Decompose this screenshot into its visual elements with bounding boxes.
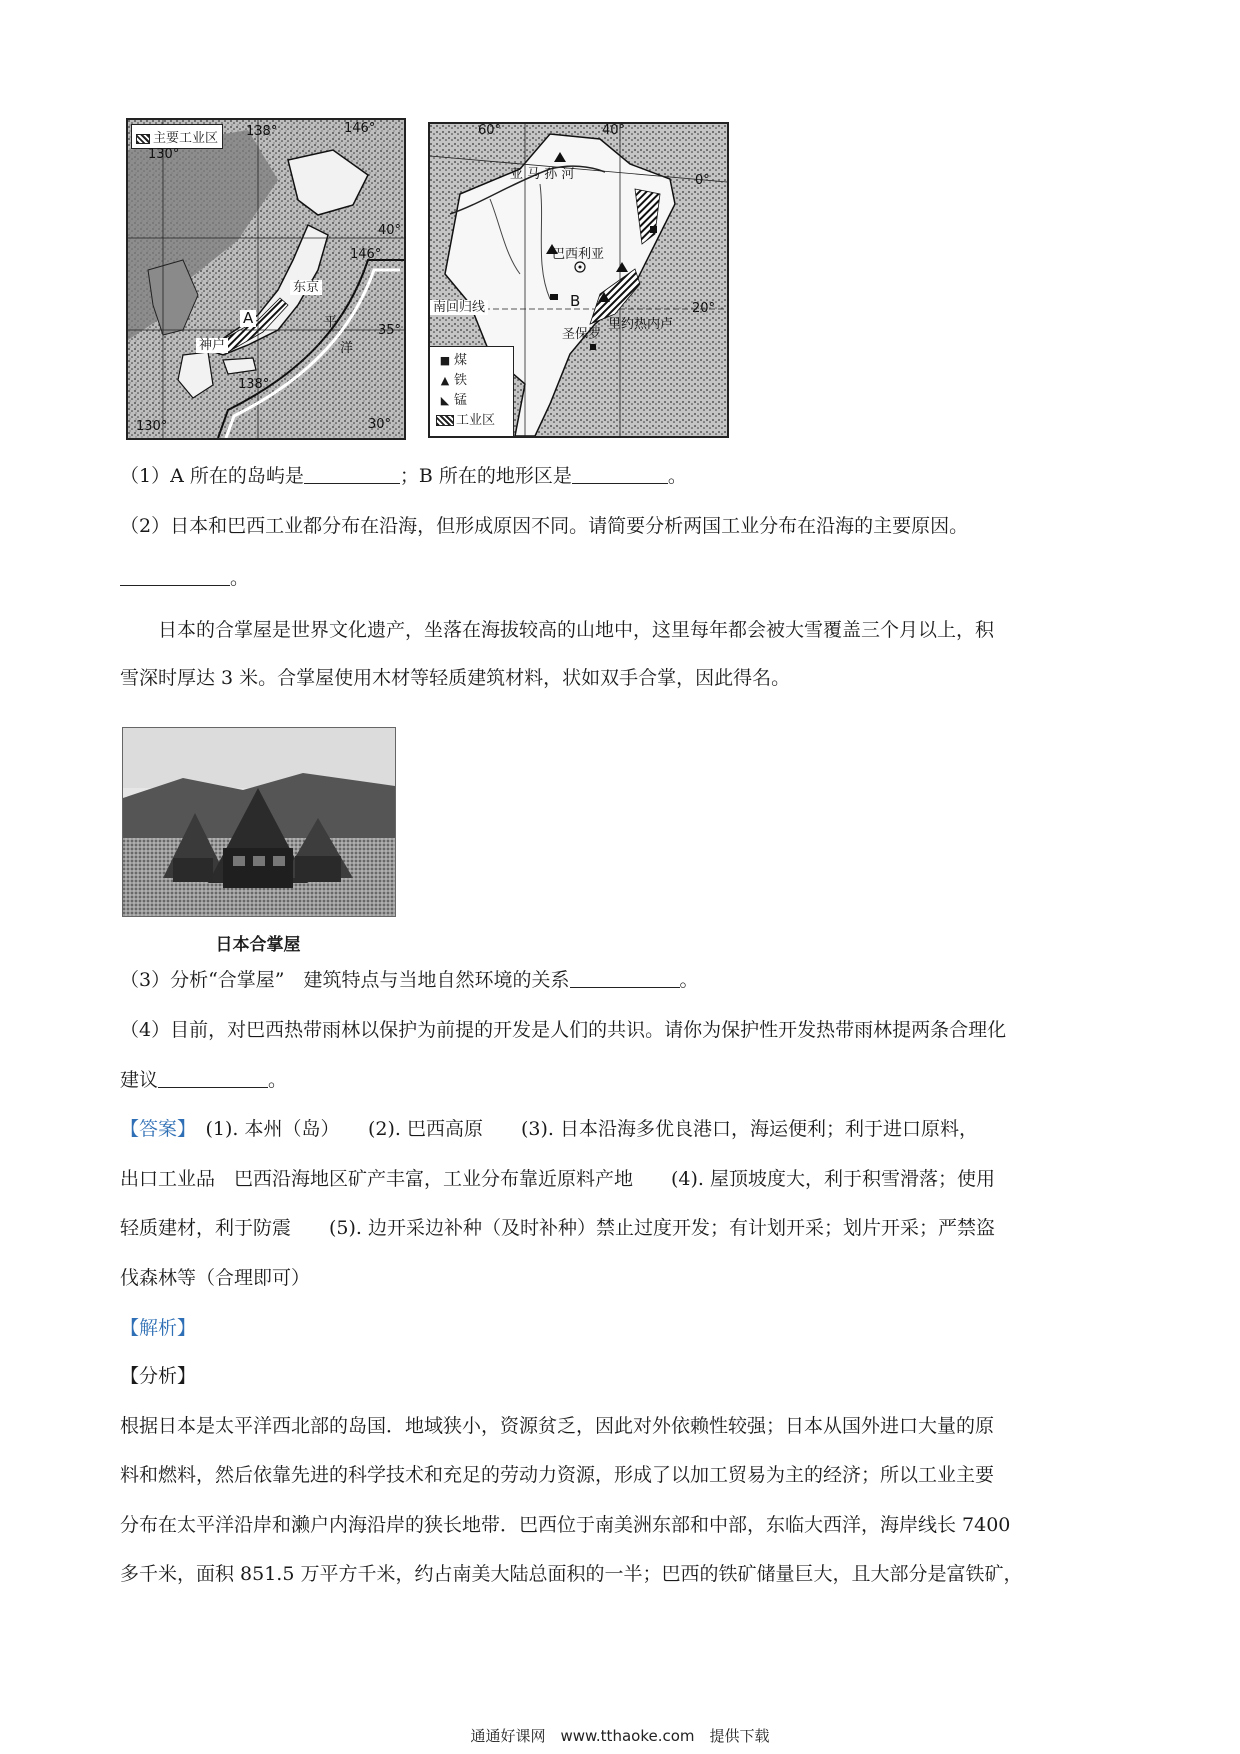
japan-map-legend bbox=[131, 124, 223, 149]
point-a-label: A bbox=[240, 310, 256, 327]
legend-label: 锰 bbox=[454, 393, 468, 408]
latitude-label: 20° bbox=[692, 301, 716, 316]
answer-line: 出口工业品 巴西沿海地区矿产丰富，工业分布靠近原料产地 (4). 屋顶坡度大，利于积雪滑落；使用 bbox=[120, 1168, 995, 1190]
q2-end: 。 bbox=[230, 567, 250, 589]
gassho-house-illustration bbox=[123, 728, 395, 916]
question-2: （2）日本和巴西工业都分布在沿海，但形成原因不同。请简要分析两国工业分布在沿海的主要原因。 bbox=[120, 515, 969, 537]
latitude-label: 40° bbox=[378, 223, 402, 238]
legend-label: 主要工业区 bbox=[153, 131, 219, 146]
analysis-tag bbox=[120, 1316, 1130, 1340]
analysis-line: 多千米，面积 851.5 万平方千米，约占南美大陆总面积的一半；巴西的铁矿储量巨大，且大部分是富铁矿， bbox=[120, 1563, 1023, 1585]
analysis-line: 分布在太平洋沿岸和濑户内海沿岸的狭长地带．巴西位于南美洲东部和中部，东临大西洋，海岸线长 7400 bbox=[120, 1514, 1011, 1536]
legend-label: 工业区 bbox=[456, 413, 496, 428]
coal-icon: ■ bbox=[439, 354, 451, 367]
point-b-label: B bbox=[570, 292, 581, 310]
analysis-line: 根据日本是太平洋西北部的岛国．地域狭小，资源贫乏，因此对外依赖性较强；日本从国外进口大量的原 bbox=[120, 1415, 995, 1437]
legend-coal bbox=[436, 351, 513, 371]
legend-manganese bbox=[436, 391, 513, 411]
longitude-label: 130° bbox=[148, 147, 180, 162]
legend-iron bbox=[436, 371, 513, 391]
sao-paulo-label: 圣保罗 bbox=[562, 327, 602, 342]
q4-end: 。 bbox=[268, 1069, 288, 1091]
tokyo-label: 东京 bbox=[290, 280, 322, 295]
longitude-label: 40° bbox=[602, 123, 626, 138]
passage-line: 雪深时厚达 3 米。合掌屋使用木材等轻质建筑材料，状如双手合掌，因此得名。 bbox=[120, 667, 791, 689]
q1-text-a: （1）A 所在的岛屿是 bbox=[120, 465, 304, 487]
brasilia-label: 巴西利亚 bbox=[552, 247, 605, 262]
answer-tag: 【答案】 bbox=[120, 1118, 187, 1140]
legend-industrial bbox=[436, 411, 513, 431]
kobe-label: 神户 bbox=[196, 338, 228, 353]
analysis-heading: 【分析】 bbox=[120, 1365, 197, 1387]
longitude-label: 60° bbox=[478, 123, 502, 138]
longitude-label: 146° bbox=[344, 121, 376, 136]
brazil-industry-map bbox=[428, 122, 729, 438]
legend-label: 铁 bbox=[454, 373, 468, 388]
industrial-zone-swatch bbox=[136, 134, 150, 144]
industrial-zone-icon bbox=[436, 415, 454, 426]
brazil-map-legend bbox=[430, 346, 514, 436]
analysis-tag-text: 【解析】 bbox=[120, 1317, 197, 1339]
iron-icon: ▲ bbox=[440, 374, 450, 387]
longitude-label: 138° bbox=[238, 377, 270, 392]
answer-blank[interactable] bbox=[570, 969, 680, 988]
q1-end: 。 bbox=[667, 465, 687, 487]
question-4-line2 bbox=[120, 1068, 287, 1092]
longitude-label: 146° bbox=[350, 247, 382, 262]
question-1 bbox=[120, 464, 687, 488]
q1-text-b: ；B 所在的地形区是 bbox=[399, 465, 572, 487]
answer-blank[interactable] bbox=[120, 567, 230, 586]
question-2-answer-line bbox=[120, 566, 249, 590]
answer-blank[interactable] bbox=[158, 1069, 268, 1088]
passage-line: 日本的合掌屋是世界文化遗产，坐落在海拔较高的山地中，这里每年都会被大雪覆盖三个月以上，积 bbox=[158, 619, 995, 641]
page-footer: 通通好课网 www.tthaoke.com 提供下载 bbox=[470, 1727, 770, 1745]
analysis-line: 料和燃料，然后依靠先进的科学技术和充足的劳动力资源，形成了以加工贸易为主的经济；所以工业主要 bbox=[120, 1464, 995, 1486]
manganese-icon: ◣ bbox=[440, 394, 450, 407]
q4-text: 建议 bbox=[120, 1069, 159, 1091]
answer-blank[interactable] bbox=[572, 465, 668, 484]
longitude-label: 138° bbox=[246, 124, 278, 139]
equator-label: 0° bbox=[695, 173, 710, 188]
answer-line: 伐森林等（合理即可） bbox=[120, 1267, 311, 1289]
longitude-label: 130° bbox=[136, 419, 168, 434]
legend-label: 煤 bbox=[454, 353, 468, 368]
gassho-house-photo bbox=[122, 727, 396, 917]
latitude-label: 35° bbox=[378, 323, 402, 338]
japan-industry-map bbox=[126, 118, 406, 440]
photo-caption: 日本合掌屋 bbox=[215, 935, 301, 955]
answer-line bbox=[120, 1117, 1130, 1141]
q3-text: （3）分析“合掌屋” 建筑特点与当地自然环境的关系 bbox=[120, 969, 570, 991]
latitude-label: 30° bbox=[368, 417, 392, 432]
answer-blank[interactable] bbox=[304, 465, 400, 484]
question-4: （4）目前，对巴西热带雨林以保护为前提的开发是人们的共识。请你为保护性开发热带雨林提两条合理化 bbox=[120, 1019, 1007, 1041]
pacific-label: 平 bbox=[324, 315, 338, 330]
question-3 bbox=[120, 968, 699, 992]
pacific-label: 洋 bbox=[340, 341, 354, 356]
answer-line: 轻质建材，利于防震 (5). 边开采边补种（及时补种）禁止过度开发；有计划开采；划片开采；严禁盗 bbox=[120, 1217, 995, 1239]
amazon-river-label: 亚 马 孙 河 bbox=[510, 167, 575, 182]
answer-text: (1). 本州（岛） (2). 巴西高原 (3). 日本沿海多优良港口，海运便利；利于进口原料， bbox=[186, 1118, 978, 1140]
q3-end: 。 bbox=[679, 969, 699, 991]
tropic-label: 南回归线 bbox=[430, 300, 488, 315]
rio-label: 里约热内卢 bbox=[608, 317, 674, 332]
